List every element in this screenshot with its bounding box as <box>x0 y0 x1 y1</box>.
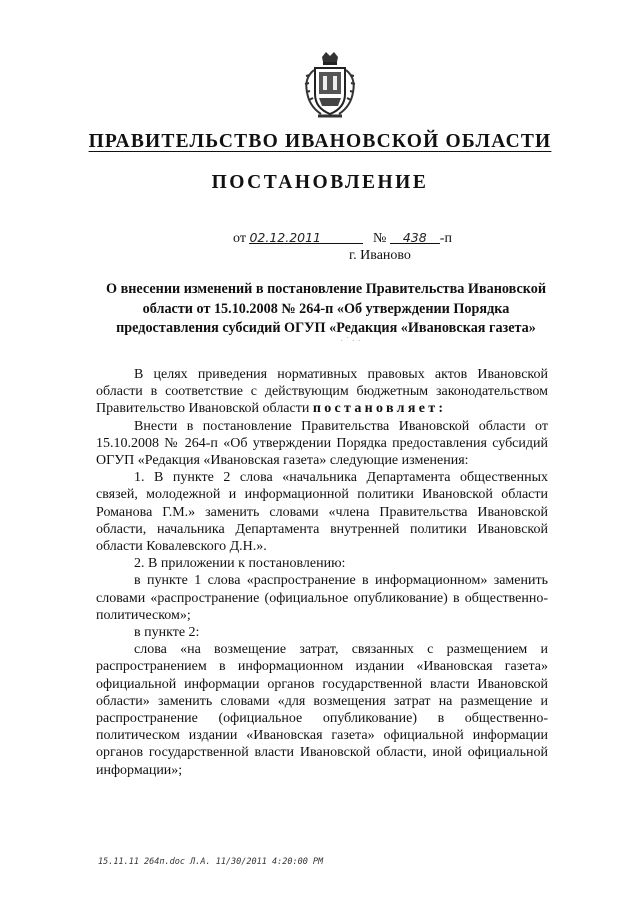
document-type: ПОСТАНОВЛЕНИЕ <box>211 172 429 193</box>
paragraph: 1. В пункте 2 слова «начальника Департамента общественных связей, молодежной и информационной политики Ивановской области Романова Г.М.» заменить словами «члена Правительства Ивановской области, начальника Департамента внутренней политики Ивановской области Ковалевского Д.Н.». <box>96 470 548 555</box>
city: г. Иваново <box>349 248 411 263</box>
date-value: 02.12.2011 <box>249 230 322 245</box>
paragraph: слова «на возмещение затрат, связанных с размещением и распространением в информационном издании «Ивановская газета» официальной информации органов государственной власти Ивановской области» заменить словами «для возмещения затрат на размещение и распространение (официальное опубликование) в общественно-политическом издании «Ивановская газета» официальной информации органов государственной власти Ивановской области, иной официальной информации»; <box>96 642 548 778</box>
paragraph: в пункте 2: <box>134 625 200 641</box>
paragraph-intro: В целях приведения нормативных правовых актов Ивановской области в соответствие с действующим бюджетным законодательством Правительство Ивановской области постановляет: <box>96 367 548 417</box>
government-title: ПРАВИТЕЛЬСТВО ИВАНОВСКОЙ ОБЛАСТИ <box>88 131 552 152</box>
paragraph: 2. В приложении к постановлению: <box>134 556 346 572</box>
date-prefix: от <box>233 231 246 246</box>
paragraph: в пункте 1 слова «распространение в информационном» заменить словами «распространение (официальное опубликование) в общественно-политическом»; <box>96 573 548 623</box>
paragraph: Внести в постановление Правительства Ивановской области от 15.10.2008 № 264-п «Об утверждении Порядка предоставления субсидий ОГУП «Редакция «Ивановская газета» следующие изменения: <box>96 418 548 469</box>
intro-emphasis: постановляет: <box>312 401 447 417</box>
coat-of-arms-emblem <box>301 50 359 122</box>
number-blank <box>390 230 440 244</box>
date-blank <box>249 230 363 244</box>
number-value: 438 <box>402 230 427 245</box>
scan-specks: · ˙ · · <box>340 336 361 347</box>
date-number-line <box>233 230 452 247</box>
number-suffix: -п <box>439 231 452 246</box>
document-body <box>96 366 548 779</box>
document-heading: О внесении изменений в постановление Правительства Ивановской области от 15.10.2008 № 264-п «Об утверждении Порядка предоставления субсидий ОГУП «Редакция «Ивановская газета» <box>106 281 546 336</box>
number-label: № <box>372 231 387 246</box>
footer-filename: 15.11.11 264п.doc Л.А. 11/30/2011 4:20:00 PM <box>98 857 324 867</box>
